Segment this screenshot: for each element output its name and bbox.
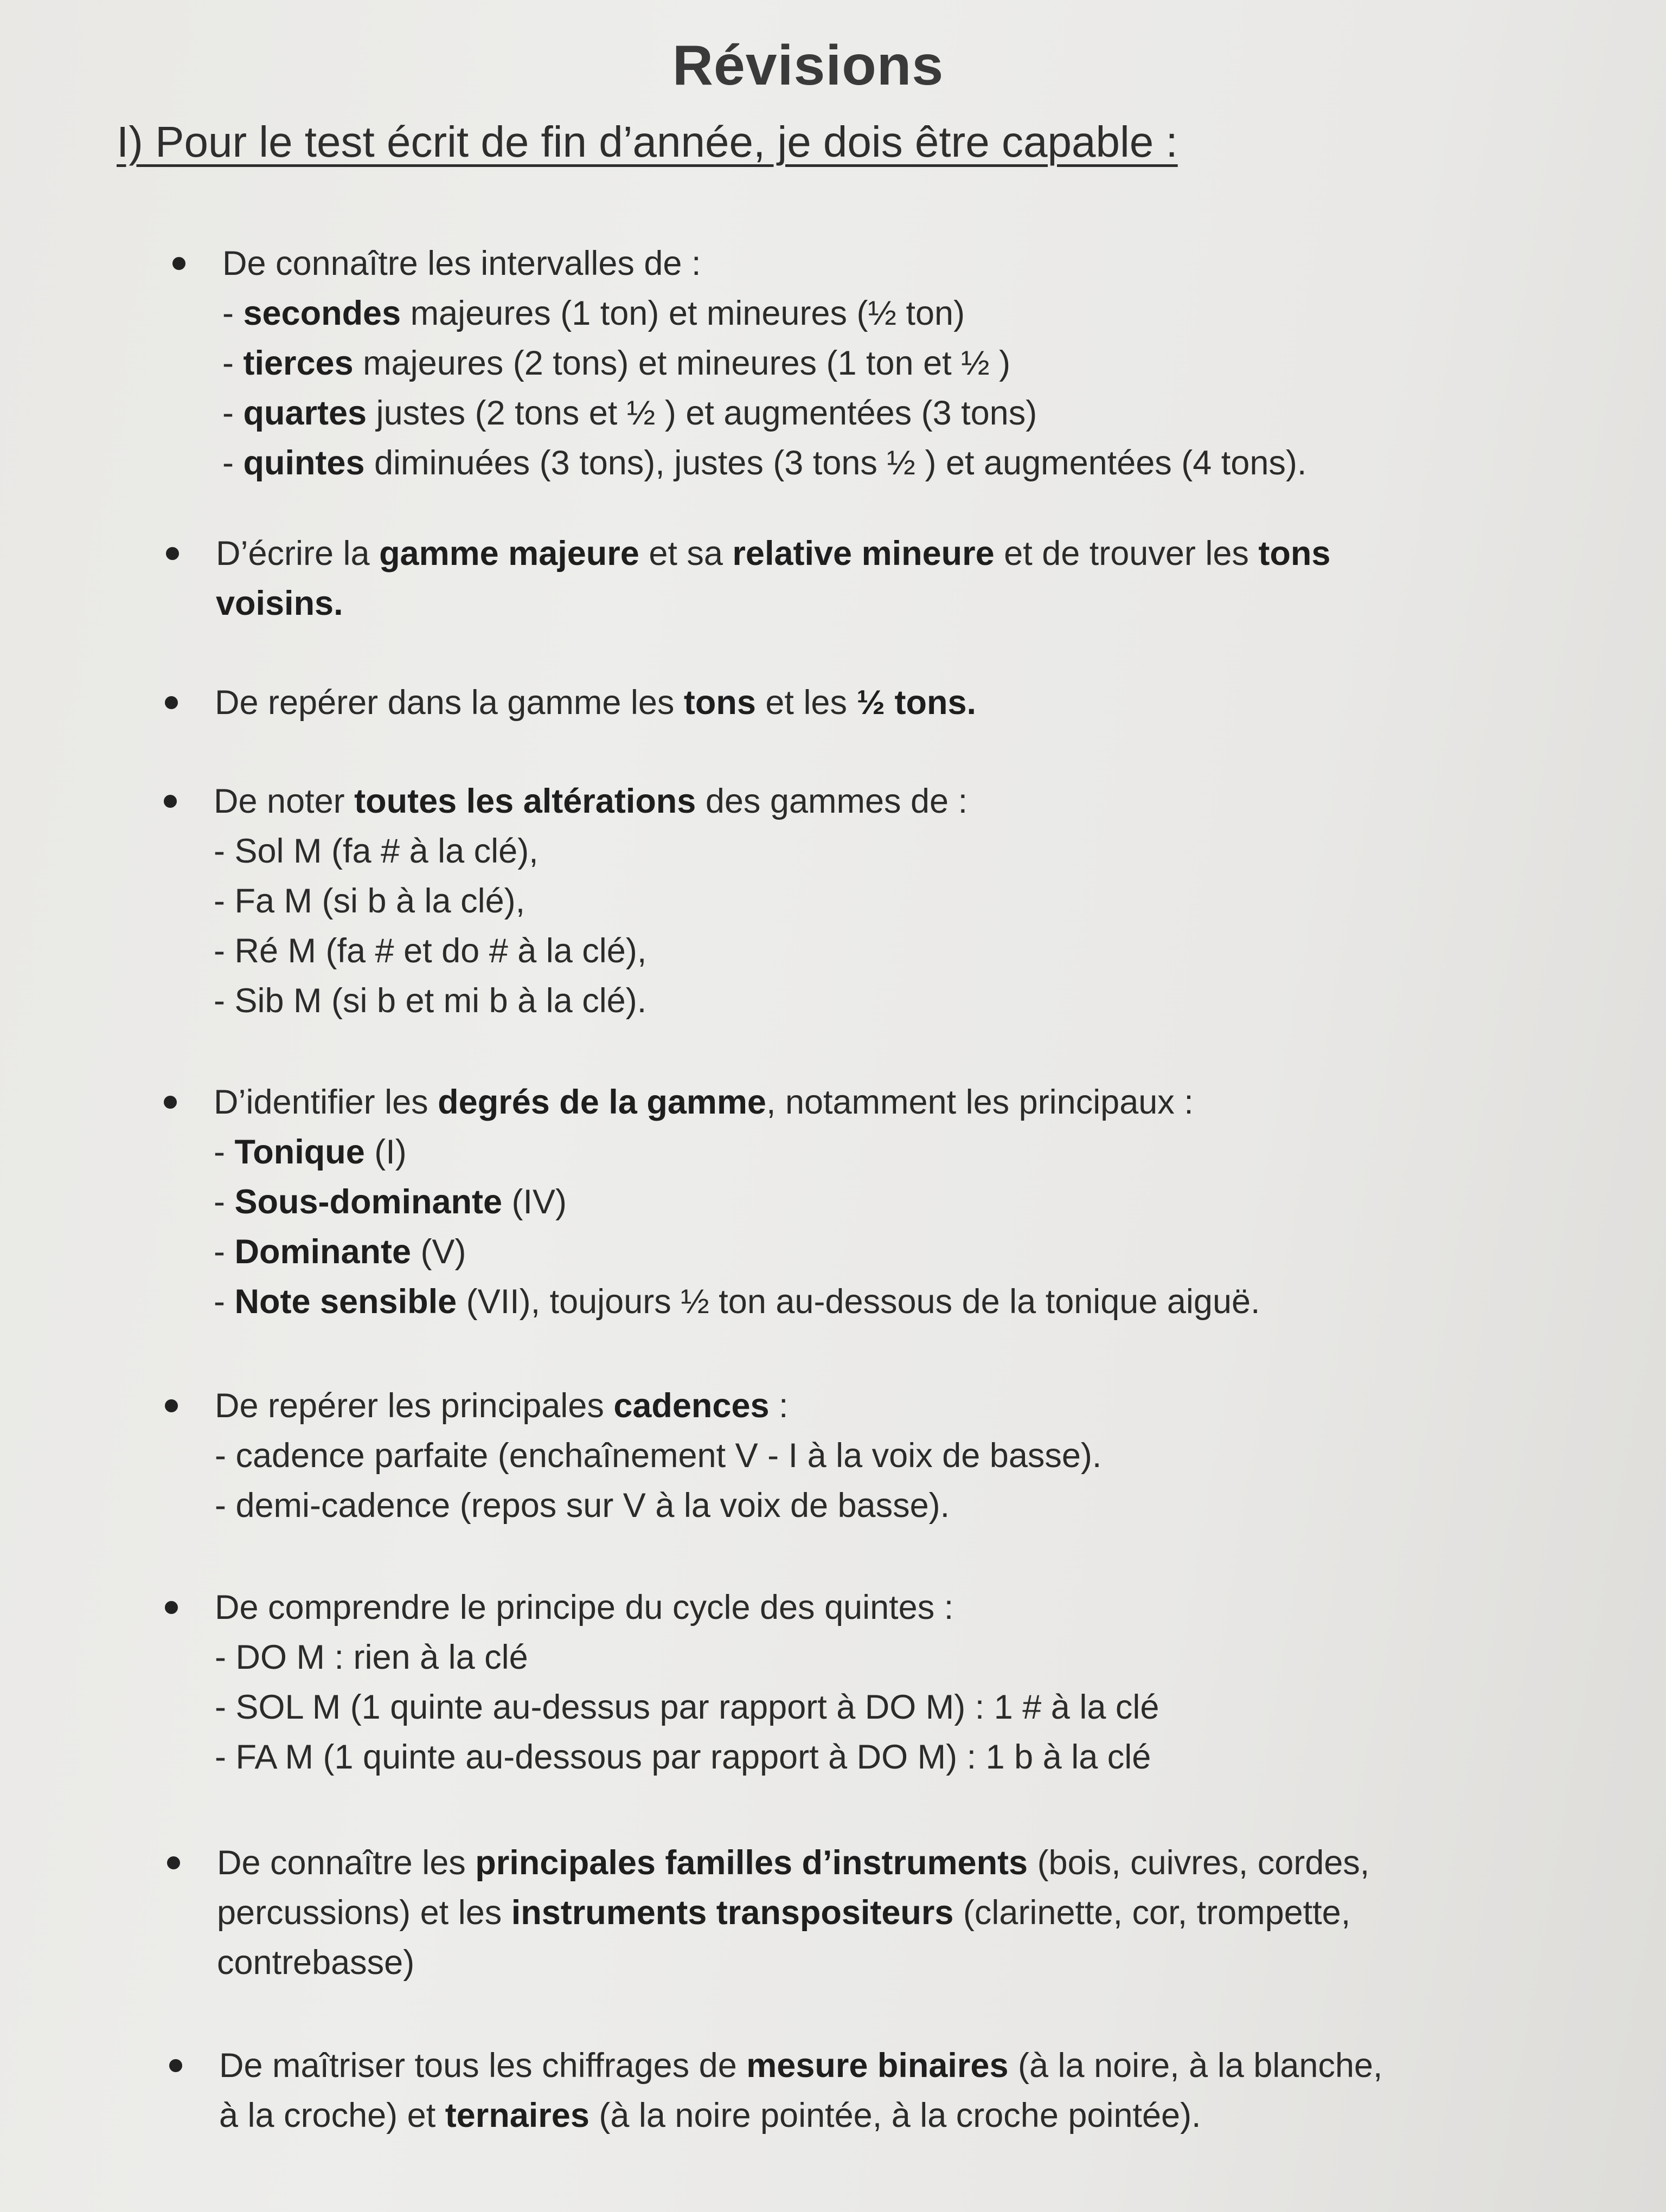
bold-text: ½ tons. — [856, 684, 977, 722]
bold-text: tons — [1258, 535, 1331, 573]
text-segment: - demi-cadence (repos sur V à la voix de basse). — [215, 1487, 950, 1525]
text-segment: - Sol M (fa # à la clé), — [214, 832, 539, 870]
text-segment: (I) — [364, 1133, 407, 1171]
page-title: Révisions — [672, 34, 944, 97]
bold-text: mesure binaires — [746, 2047, 1009, 2085]
text-segment: diminuées (3 tons), justes (3 tons ½ ) et augmentées (4 tons). — [364, 444, 1307, 482]
bullet-icon — [164, 795, 177, 808]
list-item-line — [215, 1732, 1159, 1782]
text-segment: - — [222, 444, 244, 482]
text-segment: justes (2 tons et ½ ) et augmentées (3 tons) — [367, 394, 1037, 432]
list-item-line — [222, 239, 1306, 288]
list-item-line — [222, 388, 1306, 438]
text-segment: (à la noire, à la blanche, — [1008, 2047, 1383, 2085]
list-item — [214, 776, 967, 1026]
bold-text: ternaires — [445, 2097, 589, 2134]
list-item-line — [214, 976, 967, 1026]
text-segment: - Fa M (si b à la clé), — [214, 882, 526, 920]
list-item-line — [217, 1888, 1369, 1938]
list-item-line — [214, 1227, 1260, 1277]
bold-text: Dominante — [234, 1233, 412, 1271]
bold-text: Tonique — [234, 1133, 365, 1171]
bullet-icon — [172, 257, 185, 270]
bold-text: tierces — [243, 344, 354, 382]
bold-text: secondes — [243, 294, 401, 332]
bold-text: Sous-dominante — [234, 1183, 502, 1221]
list-item-line — [214, 876, 967, 926]
text-segment: De connaître les — [217, 1844, 476, 1882]
list-item-line — [219, 2041, 1382, 2091]
text-segment: - — [214, 1133, 235, 1171]
text-segment: D’identifier les — [214, 1083, 438, 1121]
bold-text: relative mineure — [732, 535, 995, 573]
text-segment: (à la noire pointée, à la croche pointée). — [589, 2097, 1201, 2134]
list-item — [217, 1838, 1369, 1988]
list-item-line — [214, 926, 967, 976]
list-item-line — [215, 1583, 1159, 1632]
text-segment: et de trouver les — [994, 535, 1259, 573]
list-item — [215, 1583, 1159, 1782]
text-segment: De connaître les intervalles de : — [222, 245, 701, 282]
text-segment: - DO M : rien à la clé — [215, 1638, 528, 1676]
list-item-line — [222, 288, 1306, 338]
list-item-line — [214, 1127, 1260, 1177]
text-segment: (IV) — [502, 1183, 567, 1221]
list-item-line — [214, 1177, 1260, 1227]
bold-text: quintes — [243, 444, 365, 482]
text-segment: - FA M (1 quinte au-dessous par rapport à DO M) : 1 b à la clé — [215, 1738, 1151, 1776]
list-item-line — [214, 776, 967, 826]
bold-text: cadences — [613, 1387, 770, 1425]
bold-text: gamme majeure — [379, 535, 639, 573]
list-item-line — [216, 529, 1330, 578]
list-item — [215, 678, 976, 728]
text-segment: et les — [755, 684, 857, 722]
list-item-line — [215, 1481, 1101, 1531]
text-segment: (clarinette, cor, trompette, — [953, 1894, 1351, 1932]
list-item-line — [222, 438, 1306, 488]
bullet-icon — [167, 1856, 180, 1869]
section-heading: I) Pour le test écrit de fin d’année, je dois être capable : — [117, 118, 1178, 166]
text-segment: (VII), toujours ½ ton au-dessous de la tonique aiguë. — [457, 1283, 1260, 1321]
list-item-line — [217, 1838, 1369, 1888]
text-segment: - — [214, 1283, 235, 1321]
bold-text: voisins. — [216, 584, 343, 622]
bold-text: instruments transpositeurs — [511, 1894, 954, 1932]
text-segment: - — [214, 1233, 235, 1271]
bullet-icon — [166, 547, 179, 560]
list-item-line — [219, 2091, 1382, 2140]
bullet-icon — [169, 2059, 182, 2072]
bold-text: toutes les altérations — [354, 782, 696, 820]
list-item-line — [214, 1077, 1260, 1127]
text-segment: majeures (1 ton) et mineures (½ ton) — [401, 294, 965, 332]
bold-text: Note sensible — [234, 1283, 457, 1321]
text-segment: : — [769, 1387, 789, 1425]
text-segment: De noter — [214, 782, 355, 820]
text-segment: - — [222, 394, 244, 432]
list-item — [222, 239, 1306, 488]
text-segment: - SOL M (1 quinte au-dessus par rapport à DO M) : 1 # à la clé — [215, 1688, 1159, 1726]
bold-text: principales familles d’instruments — [475, 1844, 1028, 1882]
list-item-line — [215, 1381, 1101, 1431]
list-item-line — [215, 1431, 1101, 1481]
text-segment: - — [222, 344, 244, 382]
bullet-icon — [165, 1601, 178, 1614]
text-segment: - — [222, 294, 244, 332]
bullet-icon — [165, 1399, 178, 1412]
text-segment: D’écrire la — [216, 535, 380, 573]
text-segment: De repérer dans la gamme les — [215, 684, 684, 722]
list-item-line — [215, 678, 976, 728]
text-segment: et sa — [639, 535, 733, 573]
list-item — [216, 529, 1330, 628]
text-segment: , notamment les principaux : — [766, 1083, 1194, 1121]
list-item-line — [217, 1938, 1369, 1988]
text-segment: (V) — [411, 1233, 466, 1271]
text-segment: De maîtriser tous les chiffrages de — [219, 2047, 747, 2085]
list-item-line — [215, 1632, 1159, 1682]
text-segment: De comprendre le principe du cycle des quintes : — [215, 1589, 954, 1626]
bold-text: degrés de la gamme — [438, 1083, 766, 1121]
bullet-icon — [165, 696, 178, 709]
text-segment: majeures (2 tons) et mineures (1 ton et ½ ) — [353, 344, 1011, 382]
bullet-icon — [164, 1096, 177, 1109]
list-item-line — [216, 578, 1330, 628]
text-segment: à la croche) et — [219, 2097, 445, 2134]
text-segment: - — [214, 1183, 235, 1221]
text-segment: - Sib M (si b et mi b à la clé). — [214, 982, 647, 1020]
text-segment: - cadence parfaite (enchaînement V - I à la voix de basse). — [215, 1437, 1102, 1475]
text-segment: - Ré M (fa # et do # à la clé), — [214, 932, 647, 970]
text-segment: contrebasse) — [217, 1944, 415, 1982]
list-item-line — [215, 1682, 1159, 1732]
list-item — [214, 1077, 1260, 1327]
list-item-line — [214, 826, 967, 876]
text-segment: (bois, cuivres, cordes, — [1028, 1844, 1370, 1882]
list-item — [215, 1381, 1101, 1531]
bold-text: tons — [683, 684, 756, 722]
list-item — [219, 2041, 1382, 2140]
list-item-line — [214, 1277, 1260, 1327]
text-segment: De repérer les principales — [215, 1387, 614, 1425]
text-segment: des gammes de : — [696, 782, 968, 820]
bold-text: quartes — [243, 394, 367, 432]
list-item-line — [222, 338, 1306, 388]
text-segment: percussions) et les — [217, 1894, 511, 1932]
